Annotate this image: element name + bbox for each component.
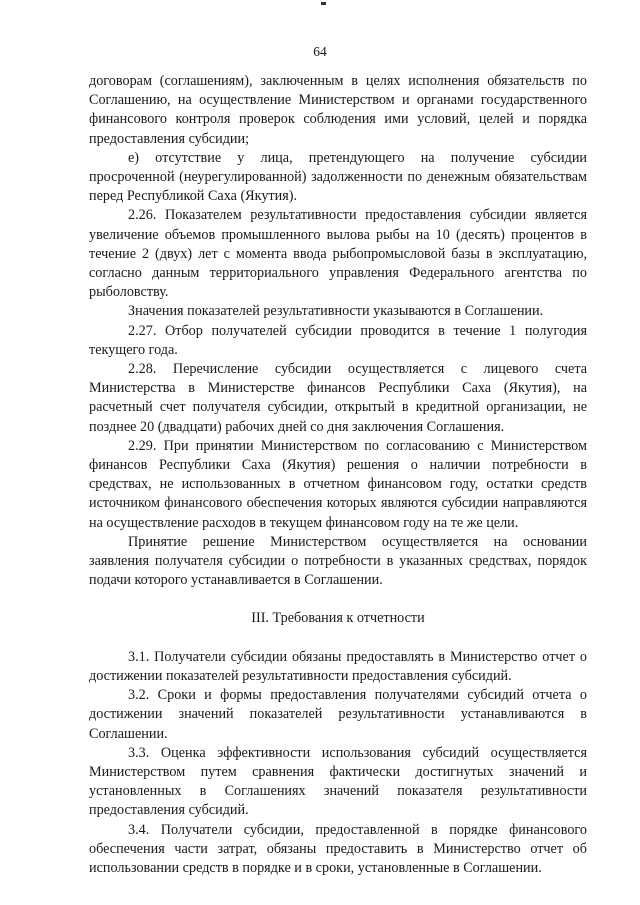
paragraph-continuation: договорам (соглашениям), заключенным в целях исполнения обязательств по Соглашению, на осуществление Министерством и органами государственного финансового контроля проверок соблюдения ими условий, целей и порядка предоставления субсидии; xyxy=(89,73,587,147)
paragraph-3-3: 3.3. Оценка эффективности использования субсидий осуществляется Министерством путем сравнения фактически достигнутых значений и установленных в Соглашениях значений показателя результативности предоставления субсидий. xyxy=(89,744,587,819)
paragraph-decision: Принятие решение Министерством осуществляется на основании заявления получателя субсидии о потребности в указанных средствах, порядок подачи которого устанавливается в Соглашении. xyxy=(89,533,587,589)
paragraph-3-4: 3.4. Получатели субсидии, предоставленной в порядке финансового обеспечения части затрат, обязаны предоставить в Министерство отчет об использовании средств в порядке и в сроки, установленные в Соглашении. xyxy=(89,821,587,876)
paragraph-2-26: 2.26. Показателем результативности предоставления субсидии является увеличение объемов промышленного вылова рыбы на 10 (десять) процентов в течение 2 (двух) лет с момента ввода рыбопромысловой базы в эксплуатацию, согласно данным территориального управления Федерального агентства по рыболовству. xyxy=(89,207,587,301)
paragraph-3-2: 3.2. Сроки и формы предоставления получателями субсидий отчета о достижении значений показателей результативности устанавливаются в Соглашении. xyxy=(89,687,587,742)
paragraph-values: Значения показателей результативности указываются в Соглашении. xyxy=(128,303,544,320)
paragraph-2-28: 2.28. Перечисление субсидии осуществляется с лицевого счета Министерства в Министерстве финансов Республики Саха (Якутия), на расчетный счет получателя субсидии, открытый в кредитной организации, не позднее 20 (двадцати) рабочих дней со дня заключения Соглашения. xyxy=(89,361,587,435)
paragraph-3-1: 3.1. Получатели субсидии обязаны предоставлять в Министерство отчет о достижении показателей результативности предоставления субсидий. xyxy=(89,648,587,684)
paragraph-2-27: 2.27. Отбор получателей субсидии проводится в течение 1 полугодия текущего года. xyxy=(89,322,587,358)
section-heading: III. Требования к отчетности xyxy=(251,610,425,627)
scan-mark xyxy=(321,2,326,5)
paragraph-item-e: е) отсутствие у лица, претендующего на получение субсидии просроченной (неурегулированной) задолженности по денежным обязательствам перед Республикой Саха (Якутия). xyxy=(89,149,587,205)
page-number: 64 xyxy=(313,44,327,59)
document-body xyxy=(89,72,587,878)
paragraph-2-29: 2.29. При принятии Министерством по согласованию с Министерством финансов Республики Саха (Якутия) решения о наличии потребности в средствах, не использованных в отчетном финансовом году, остатки средств источником финансового обеспечения которых являются субсидии направляются на осуществление расходов в текущем финансовом году на те же цели. xyxy=(89,437,587,531)
